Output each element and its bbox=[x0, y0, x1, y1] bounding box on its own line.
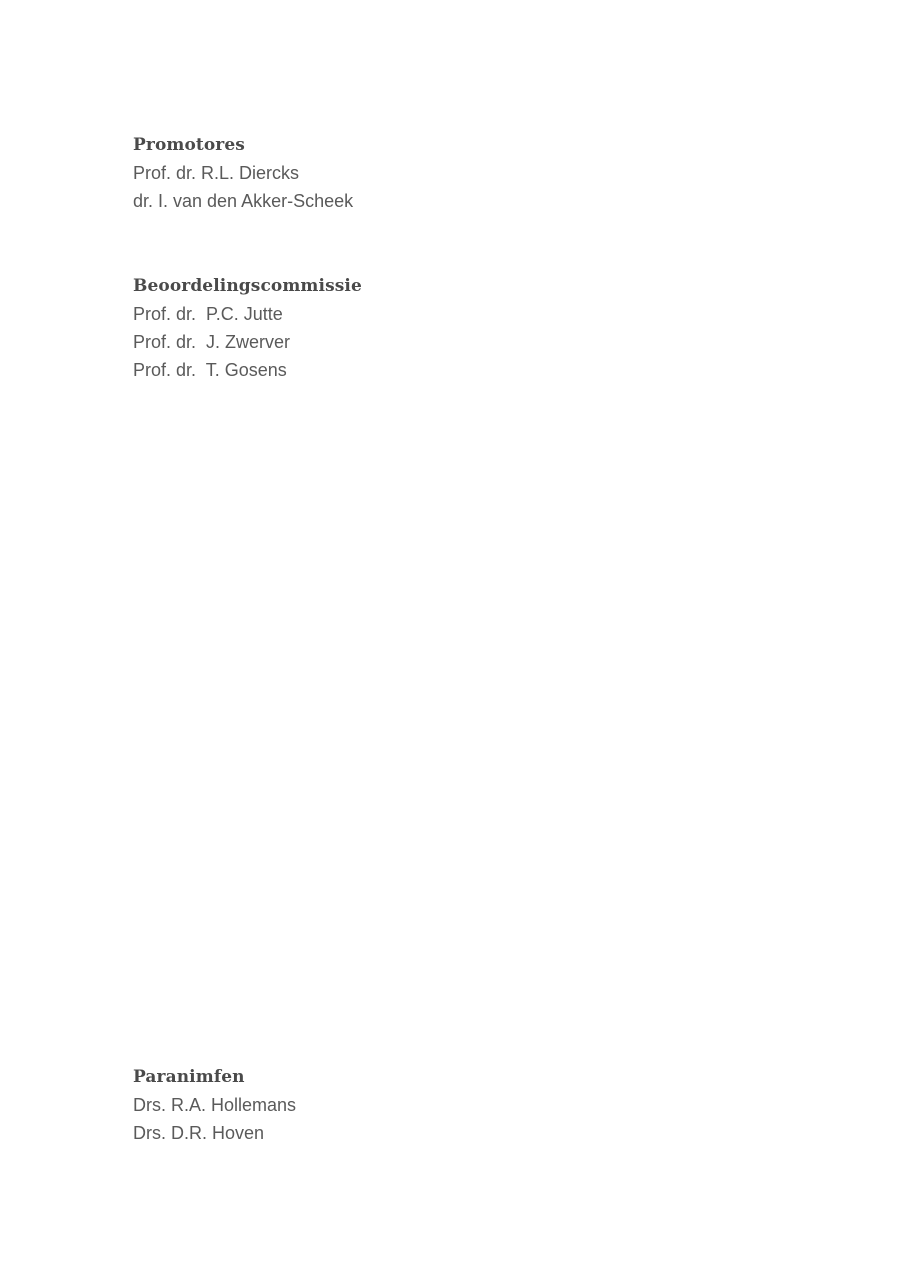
promotor-name: dr. I. van den Akker-Scheek bbox=[133, 191, 354, 211]
paranimf-name: Drs. R.A. Hollemans bbox=[133, 1095, 297, 1115]
commissie-member-name: Prof. dr. P.C. Jutte bbox=[133, 304, 283, 324]
paranimfen-heading: Paranimfen bbox=[133, 1067, 245, 1087]
commissie-member-name: Prof. dr. J. Zwerver bbox=[133, 332, 291, 352]
beoordelingscommissie-section bbox=[133, 272, 362, 384]
beoordelingscommissie-heading: Beoordelingscommissie bbox=[133, 276, 362, 296]
promotores-section bbox=[133, 131, 353, 215]
promotores-heading: Promotores bbox=[133, 135, 245, 155]
commissie-member-name: Prof. dr. T. Gosens bbox=[133, 360, 287, 380]
paranimf-name: Drs. D.R. Hoven bbox=[133, 1123, 265, 1143]
paranimfen-section bbox=[133, 1063, 296, 1147]
promotor-name: Prof. dr. R.L. Diercks bbox=[133, 163, 300, 183]
